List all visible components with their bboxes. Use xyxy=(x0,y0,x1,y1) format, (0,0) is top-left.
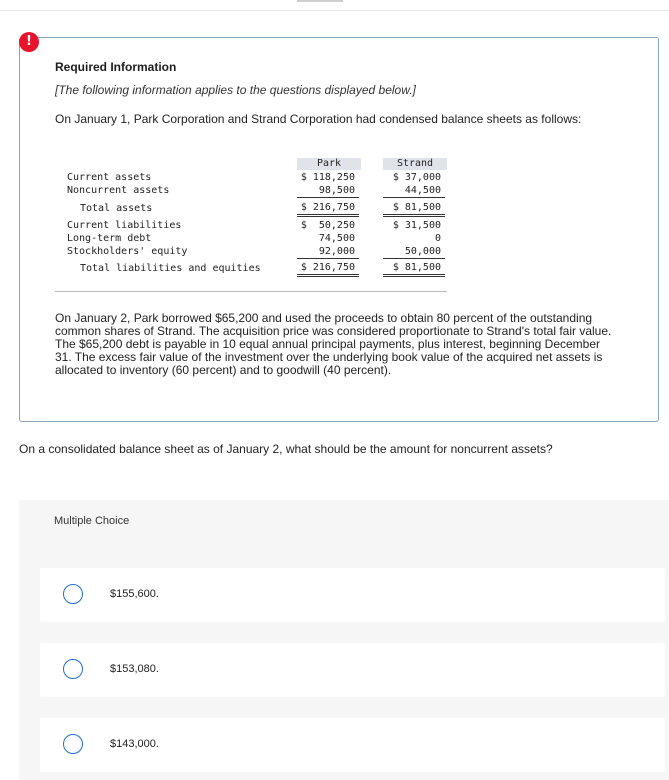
total-rule xyxy=(383,214,445,217)
park-value: $ 118,250 xyxy=(300,172,355,183)
total-rule xyxy=(297,274,359,277)
park-value: $ 50,250 xyxy=(300,220,355,231)
row-label: Long-term debt xyxy=(67,233,152,244)
question-text: On a consolidated balance sheet as of January 2, what should be the amount for noncurrent assets? xyxy=(19,442,553,456)
answer-option[interactable] xyxy=(40,568,665,622)
top-divider xyxy=(0,10,669,11)
answer-option-text: $153,080. xyxy=(110,663,159,675)
strand-value: $ 81,500 xyxy=(392,202,441,213)
radio-button[interactable] xyxy=(63,659,83,679)
strand-value: $ 31,500 xyxy=(392,220,441,231)
column-header-strand: Strand xyxy=(383,158,447,170)
scenario-paragraph: On January 2, Park borrowed $65,200 and used the proceeds to obtain 80 percent of the outstanding common shares of Strand. The acquisition price was considered proportionate to Strand's total fair value. The $65,200 debt is payable in 10 equal annual principal payments, plus interest, beginning December 31. The excess fair value of the investment over the underlying book value of the acquired net assets is allocated to inventory (60 percent) and to goodwill (40 percent). xyxy=(55,311,612,377)
row-label: Stockholders' equity xyxy=(67,246,188,257)
park-value: 74,500 xyxy=(318,233,355,244)
row-label: Total liabilities and equities xyxy=(80,263,261,274)
total-rule xyxy=(297,214,359,217)
row-label: Current liabilities xyxy=(67,220,182,231)
required-information-title: Required Information xyxy=(55,60,177,74)
balance-sheet-table xyxy=(55,155,447,292)
intro-paragraph: On January 1, Park Corporation and Strand Corporation had condensed balance sheets as follows: xyxy=(55,112,582,126)
subtotal-rule xyxy=(383,258,445,259)
answer-option-text: $155,600. xyxy=(110,588,159,600)
strand-value: 50,000 xyxy=(404,246,441,257)
answer-option[interactable] xyxy=(40,643,665,697)
park-value: $ 216,750 xyxy=(300,202,355,213)
row-label: Noncurrent assets xyxy=(67,185,170,196)
alert-icon: ! xyxy=(19,32,39,52)
strand-value: $ 37,000 xyxy=(392,172,441,183)
answer-option[interactable] xyxy=(40,718,665,772)
multiple-choice-label: Multiple Choice xyxy=(54,515,130,527)
total-rule xyxy=(383,274,445,277)
column-header-park: Park xyxy=(297,158,361,170)
radio-button[interactable] xyxy=(63,584,83,604)
park-value: 98,500 xyxy=(318,185,355,196)
park-value: 92,000 xyxy=(318,246,355,257)
strand-value: $ 81,500 xyxy=(392,262,441,273)
strand-value: 44,500 xyxy=(404,185,441,196)
strand-value: 0 xyxy=(434,233,441,244)
radio-button[interactable] xyxy=(63,734,83,754)
subtotal-rule xyxy=(383,197,445,198)
row-label: Total assets xyxy=(80,203,153,214)
subtotal-rule xyxy=(297,258,359,259)
answer-option-text: $143,000. xyxy=(110,738,159,750)
subtotal-rule xyxy=(297,197,359,198)
park-value: $ 216,750 xyxy=(300,262,355,273)
top-tab-indicator xyxy=(297,0,343,2)
row-label: Current assets xyxy=(67,172,152,183)
intro-note: [The following information applies to the questions displayed below.] xyxy=(55,83,416,97)
